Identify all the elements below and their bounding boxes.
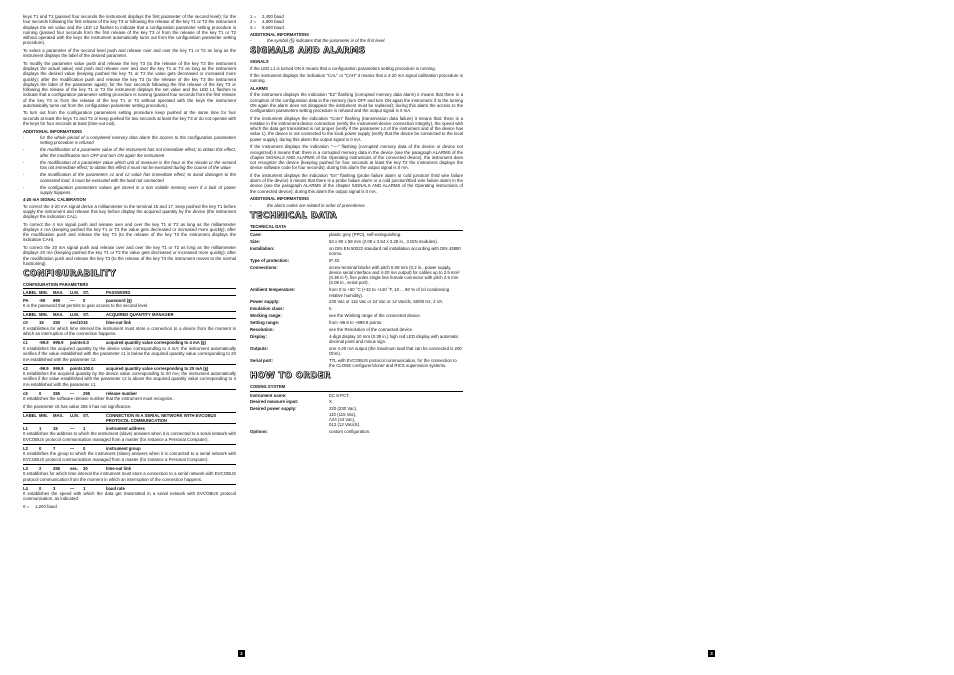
spec-label: Instrument name: bbox=[250, 392, 287, 398]
param-description: It establishes the software release number that the instrument must recognize. bbox=[23, 396, 174, 402]
alarms-paragraph-3: If the instrument displays the indication "----" flashing (corrupted memory data of the device or device not recognized) it means that: there is a corrupted memory data in the device (see the paragraph ALARMS of the chapter SIGNALS AND ALARMS of the Operating instructions of the connected device), the instrument does not recognize the device (keeping pushed for four seconds at least the key T2 the instrument displays the device software code for four seconds); during this alarm the output signal is 0 mA. bbox=[250, 144, 463, 171]
spec-row bbox=[250, 334, 463, 345]
list-item: - the modification of a parameter value which unit of measure is the hour or the minute or the second has not immediate effect; to obtain this effect it must not be executed during the course of the value bbox=[23, 159, 236, 171]
intro-paragraph-4: To turn out from the configuration parameters setting procedure keep pushed at the same time for four seconds at least the keys T1 and T2 or keep pushed for two seconds at least the key T3 or do not operate with the keys for four seconds at least (time-out exit). bbox=[23, 110, 236, 126]
spec-value: 220 (230 Vac), 110 (115 Vac), A24 (24 Vac), 012 (12 Vac/dc). bbox=[329, 406, 361, 427]
spec-label: Insulation class: bbox=[250, 306, 285, 312]
spec-value: from -99.9 to +999.9 points. bbox=[329, 319, 383, 325]
table-row: c5 0 255 — 255 release number bbox=[23, 389, 236, 396]
technical-data-table bbox=[250, 232, 463, 368]
param-description: It establishes the acquired quantity by the device value corresponding to 20 mA; the instrument automatically verifies if the value established with the parameter c2 is above the acquired quantity value corresponding to 4 mA established with the parameter c1. bbox=[23, 371, 236, 387]
spec-label: Installation: bbox=[250, 245, 275, 251]
alarms-paragraph-2: If the instrument displays the indication "Conn" flashing (transmission data failure) it means that: there is a mistake in the instrument-device connection (verify the instrument-device connection integrity), the speed with which the data get transmitted is not proper (verify if the parameter L4 of the instrument and of the device has value 1), the device is not connected to the local power supply (verify that the device be connected to the local power supply); during this alarm the output signal is 0 mA. bbox=[250, 115, 463, 142]
spec-row bbox=[250, 232, 463, 237]
spec-label: Desired power supply: bbox=[250, 406, 297, 412]
spec-row bbox=[250, 399, 463, 404]
spec-row bbox=[250, 393, 463, 398]
table-header: LABEL MIN. MAX. U.M. ST. ACQUIRED QUANTITY MANAGER bbox=[23, 311, 236, 319]
coding-system-table bbox=[250, 393, 463, 435]
calibration-paragraph-2: To correct the 4 mA signal push and release over and over the key T1 or T2 as long as the milliammeter displays 4 mA (keeping pushed the key T1 or T2 the value gets decreased or increased more quickly); after the modification push and release the key T3 (to the release of the key T3 the instrument displays the indication CAH). bbox=[23, 221, 236, 243]
spec-row bbox=[250, 313, 463, 318]
divider bbox=[250, 391, 463, 392]
table-row: L2 0 7 — 0 instrument group bbox=[23, 444, 236, 451]
page-number-right: 3 bbox=[708, 650, 715, 657]
spec-value: one 4-20 mA output (the maximum load that can be connected is 200 Ohm). bbox=[329, 345, 462, 356]
spec-label: Connections: bbox=[250, 264, 278, 270]
param-description: It establishes the group to which the instrument (slave) answers when it is connected to a serial network with EVCOBUS protocol communication managed from a master (for instance a Personal Computer). bbox=[23, 451, 236, 462]
spec-value: 230 Vac or 115 Vac or 24 Vac or 12 Vac/dc, 50/60 Hz, 2 VA. bbox=[329, 299, 444, 305]
list-item: - the configuration parameters values get stored in a non volatile memory even if a lack of power supply happens. bbox=[23, 184, 236, 196]
table-row: PA -99 999 — 0 password (§) bbox=[23, 297, 132, 303]
table-row: c2 -99.9 999.9 points 100.0 acquired quantity value corresponding to 20 mA (§) bbox=[23, 364, 236, 371]
calibration-paragraph-3: To correct the 20 mA signal push and release over and over the key T1 or T2 as long as the milliammeter displays 20 mA (keeping pushed the key T1 or T2 the value gets decreased or increased more quickly); after the modification push and release the key T3 (to the release of the key T3 the instrument moves to the normal functioning). bbox=[23, 245, 236, 266]
spec-label: Setting range: bbox=[250, 319, 280, 325]
spec-row bbox=[250, 299, 463, 304]
baud-item: 1 = 2,400 baud bbox=[250, 14, 284, 19]
spec-label: Options: bbox=[250, 428, 268, 434]
spec-label: Resolution: bbox=[250, 326, 274, 332]
spec-label: Outputs: bbox=[250, 345, 269, 351]
right-page-column bbox=[250, 14, 463, 436]
list-item: - the symbol (§) indicates that the parameter is of the first level. bbox=[250, 38, 386, 43]
spec-value: screw terminal blocks with pitch 5.08 mm (0.2 in., power supply, device serial interface and 4-20 mA output) for cables up to 2.5 mm² (0.38 in.²), five poles single line female connector with pitch 2.5 mm (0.09 in., serial port). bbox=[329, 264, 460, 286]
spec-row bbox=[250, 320, 463, 325]
calibration-title: 4-20 mA SIGNAL CALIBRATION bbox=[23, 197, 86, 203]
additional-info-title: ADDITIONAL INFORMATIONS bbox=[250, 31, 309, 37]
how-to-order-heading: HOW TO ORDER bbox=[250, 371, 331, 382]
spec-row bbox=[250, 406, 463, 427]
technical-data-heading: TECHNICAL DATA bbox=[250, 210, 337, 221]
spec-value: see the Working range of the connected device. bbox=[329, 313, 421, 319]
list-item: - for the whole period of a completed memory data alarm the access to the configuration parameters setting procedure is refused bbox=[23, 134, 236, 146]
spec-value: on DIN EN 50022 standard rail installation according with DIN 43880 norms. bbox=[329, 245, 461, 257]
param-description: It is the password that permits to gain access to the second level. bbox=[23, 303, 149, 309]
list-item: - the alarm codes are related in order of precedence. bbox=[250, 202, 366, 208]
spec-row bbox=[250, 358, 463, 369]
table-row: L1 1 15 — 1 instrument address bbox=[23, 425, 145, 431]
spec-value: 4-digit display 10 mm (0.39 in.) high red LED display with automatic decimal point and minus sign. bbox=[329, 333, 459, 344]
spec-label: Ambient temperature: bbox=[250, 287, 296, 293]
signals-paragraph-2: If the instrument displays the indication "CAL" or "CAH" it means that a 4-20 mA signal calibration procedure is running. bbox=[250, 73, 463, 84]
alarms-title: ALARMS bbox=[250, 86, 268, 92]
intro-paragraph-3: To modify the parameter value push and release the key T3 (to the release of the key T3 the instrument displays the actual value) and push and release over and over the key T1 or T2 as long as the instrument displays the desired value (keeping pushed the key T1 or T2 the value gets decreased or increased more quickly); after the modification push and release the key T3 (to the release of the key T3 the instrument displays the label of the parameter again); for the four seconds following the first release of the key T3 or following the release of the key T1 or T2 the instrument displays the set value and the LED L1 flashes to indicate that a configuration parameter setting procedure is running (passed four seconds from the first release of the key T3 or from the release of the key T1 or T2 without operated with the keys the instrument automatically turns out from the configuration parameter setting procedure). bbox=[23, 60, 236, 108]
param-note: If the parameter c5 has value 255 it has not significance. bbox=[23, 404, 132, 410]
spec-value: TTL with EVCOBUS protocol communication, for the connection to the CLONE configurer/cloner and RICS supervision systems. bbox=[329, 357, 457, 369]
list-item: - the modification of a parameter value of the instrument has not immediate effect; to obtain this effect, after the modification turn OFF and turn ON again the instrument bbox=[23, 147, 236, 158]
page-number-left: 2 bbox=[238, 650, 245, 657]
spec-label: Working range: bbox=[250, 313, 282, 319]
spec-value: IP 40. bbox=[329, 257, 341, 263]
spec-label: Desired measure input: bbox=[250, 399, 299, 405]
spec-row bbox=[250, 327, 463, 332]
spec-row bbox=[250, 258, 463, 263]
signals-alarms-heading: SIGNALS AND ALARMS bbox=[250, 46, 366, 57]
table-row: L3 2 255 sec. 30 time-out link bbox=[23, 464, 236, 471]
alarms-paragraph-4: If the instrument displays the indication "Err" flashing (probe failure alarm or cold junction/ third wire failure alarm of the device) it means that there is a probe failure alarm or a cold junction/third wire failure alarm in the device (see the paragraph ALARMS of the chapter SIGNALS AND ALARMS of the Operating instructions of the connected device); during this alarm the output signal is 0 mA. bbox=[250, 172, 463, 194]
param-description: It establishes the speed with which the data get transmitted in a serial network with EVCOBUS protocol communication, as indicated: bbox=[23, 491, 236, 502]
configurability-heading: CONFIGURABILITY bbox=[23, 269, 116, 280]
table-row: c1 -99.9 999.9 points 0.0 acquired quantity value corresponding to 4 mA (§) bbox=[23, 339, 236, 346]
signals-paragraph-1: If the LED L1 is turned ON it means that a configuration parameters setting procedure is running. bbox=[250, 65, 436, 71]
spec-value: custom configuration. bbox=[329, 428, 371, 434]
divider bbox=[250, 230, 463, 231]
spec-label: Serial port: bbox=[250, 357, 273, 363]
spec-value: EC 8-PCT. bbox=[329, 392, 350, 398]
baud-item: 2 = 4,800 baud bbox=[250, 19, 284, 25]
spec-value: 53 x 90 x 58 mm (2.08 x 3.54 x 2.28 in., 3 DIN modules). bbox=[329, 238, 438, 244]
left-page-column bbox=[23, 14, 236, 509]
param-description: It establishes the acquired quantity by the device value corresponding to 4 mA; the instrument automatically verifies if the value established with the parameter c1 is below the acquired quantity value corresponding to 20 mA established with the parameter c2. bbox=[23, 346, 236, 362]
baud-item: 3 = 9,600 baud. bbox=[250, 24, 285, 30]
spec-label: Case: bbox=[250, 232, 262, 238]
spec-row bbox=[250, 239, 463, 244]
alarms-additional-title: ADDITIONAL INFORMATIONS bbox=[250, 196, 309, 202]
spec-label: Size: bbox=[250, 238, 261, 244]
spec-row bbox=[250, 287, 463, 298]
intro-paragraph-1: keys T1 and T2 (passed four seconds the instrument displays the first parameter of the second level); for the four seconds following the first release of the key T3 or following the release of the key T1 or T2 the instrument displays the set value and the LED L2 flashes to indicate that a configuration parameter setting procedure is running (passed four seconds from the first release of the key T3 or from the release of the key T1 or T2 without operated with the keys the instrument automatically turns out from the configuration parameter setting procedure). bbox=[23, 14, 236, 46]
spec-value: II. bbox=[329, 306, 333, 312]
technical-data-title: TECHNICAL DATA bbox=[250, 223, 287, 229]
coding-system-title: CODING SYSTEM bbox=[250, 384, 286, 390]
spec-row bbox=[250, 265, 463, 286]
table-header: LABEL MIN. MAX. U.M. ST. CONNECTION IN A SERIAL NETWORK WITH EVCOBUS PROTOCOL COMMUNICATION bbox=[23, 412, 236, 425]
spec-label: Power supply: bbox=[250, 299, 280, 305]
spec-value: plastic grey (PPO), self-extinguishing. bbox=[329, 232, 402, 238]
param-description: It establishes for which time interval the instrument must store a connection to a device from the moment in which an interruption of the connection happens. bbox=[23, 326, 236, 337]
table-row: L4 0 3 — 1 baud rate bbox=[23, 484, 236, 491]
spec-row bbox=[250, 306, 463, 311]
spec-value: see the Resolution of the connected device. bbox=[329, 326, 414, 332]
additional-info-title: ADDITIONAL INFORMATIONS bbox=[23, 128, 82, 134]
param-description: It establishes the address to which the instrument (slave) answers when it is connected to a serial network with EVCOBUS protocol communication managed from a master (for instance a Personal Computer). bbox=[23, 431, 236, 442]
spec-label: Type of protection: bbox=[250, 257, 290, 263]
intro-paragraph-2: To select a parameter of the second level push and release over and over the key T1 or T2 as long as the instrument displays the label of the desired parameter. bbox=[23, 47, 236, 59]
spec-row bbox=[250, 346, 463, 357]
spec-row bbox=[250, 246, 463, 257]
spec-value: from 0 to +60 °C (+32 to +140 °F, 10 ... 90 % of rel condensing relative humidity). bbox=[329, 287, 450, 298]
alarms-paragraph-1: If the instrument displays the indication "E2" flashing (corrupted memory data alarm) it means that there is a corruption of the configuration data in the memory (turn OFF and turn ON again the instrument: if to the turning ON again the alarm does not disappear the instrument must be replaced); during this alarm the access to the configuration parameters setting procedure is refused and the output signal is 0 mA. bbox=[250, 92, 463, 114]
config-params-title: CONFIGURATION PARAMETERS bbox=[23, 282, 89, 288]
list-item: - the modification of the parameters c1 and c2 value has immediate effect; to avoid damages to the connected load, it must be executed with the load not connected bbox=[23, 172, 236, 183]
spec-value: X. bbox=[329, 399, 334, 405]
baud-item: 0 = 1,200 baud bbox=[23, 504, 57, 510]
table-header: LABEL MIN. MAX. U.M. ST. PASSWORD bbox=[23, 288, 236, 296]
table-row: c0 15 250 sec/10 15 time-out link bbox=[23, 320, 131, 326]
spec-label: Display: bbox=[250, 333, 267, 339]
spec-row bbox=[250, 429, 463, 434]
calibration-paragraph-1: To correct the 4-20 mA signal derive a milliammeter to the terminal 15 and 17, keep pushed the key T1 before supply the instrument and release this key before display the acquired quantity by the device (the instrument displays the indication CAL). bbox=[23, 203, 236, 220]
param-description: It establishes for which time interval the instrument must store a connection to a serial network with EVCOBUS protocol communication from the moment in which an interruption of the connection happens. bbox=[23, 471, 236, 482]
signals-title: SIGNALS bbox=[250, 59, 269, 65]
